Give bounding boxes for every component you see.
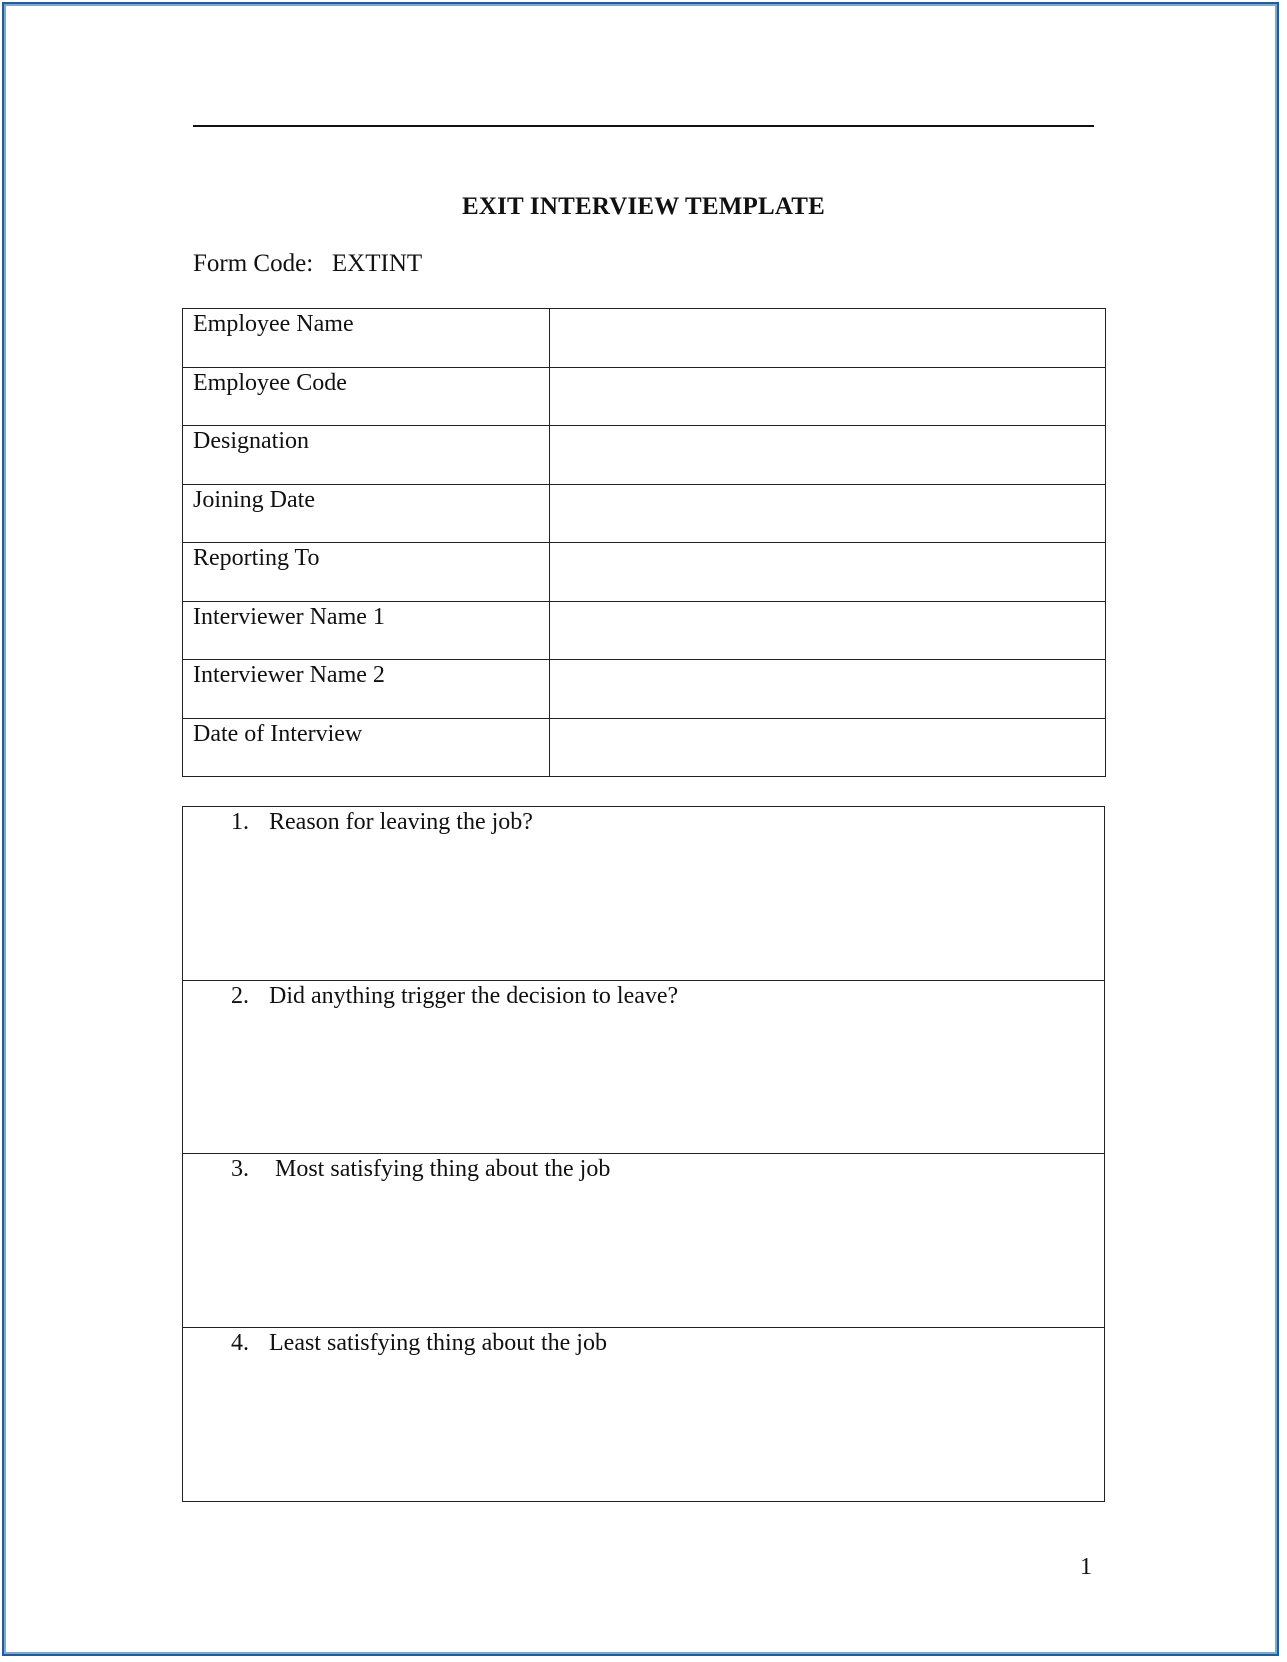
table-row [183, 543, 1106, 602]
table-row [183, 484, 1106, 543]
table-row [183, 660, 1106, 719]
interviewer-name-1-label: Interviewer Name 1 [183, 601, 550, 660]
question-number: 3. [231, 1156, 249, 1182]
header-rule [193, 125, 1094, 127]
joining-date-field[interactable] [550, 484, 1106, 543]
reporting-to-label: Reporting To [183, 543, 550, 602]
document-title: EXIT INTERVIEW TEMPLATE [461, 193, 826, 220]
interviewer-name-2-label: Interviewer Name 2 [183, 660, 550, 719]
designation-field[interactable] [550, 426, 1106, 485]
table-row [183, 309, 1106, 368]
table-row [183, 718, 1106, 777]
employee-name-field[interactable] [550, 309, 1106, 368]
question-text: Did anything trigger the decision to leave? [269, 982, 679, 1009]
form-code [193, 250, 422, 278]
question-number: 4. [231, 1329, 249, 1356]
question-2-answer-area[interactable] [183, 981, 1104, 1155]
question-number: 2. [231, 982, 249, 1009]
employee-info-table [182, 308, 1106, 777]
designation-label: Designation [183, 426, 550, 485]
form-code-label: Form Code: [193, 250, 314, 277]
date-of-interview-field[interactable] [550, 718, 1106, 777]
employee-code-label: Employee Code [183, 367, 550, 426]
table-row [183, 367, 1106, 426]
question-text: Reason for leaving the job? [269, 809, 533, 835]
interviewer-name-1-field[interactable] [550, 601, 1106, 660]
employee-name-label: Employee Name [183, 309, 550, 368]
question-text: Least satisfying thing about the job [269, 1329, 607, 1356]
question-3-answer-area[interactable] [183, 1154, 1104, 1328]
form-code-value: EXTINT [331, 250, 423, 277]
page-number: 1 [1080, 1554, 1092, 1580]
interviewer-name-2-field[interactable] [550, 660, 1106, 719]
date-of-interview-label: Date of Interview [183, 718, 550, 777]
questions-table [182, 806, 1105, 1502]
employee-code-field[interactable] [550, 367, 1106, 426]
question-text: Most satisfying thing about the job [269, 1156, 611, 1182]
joining-date-label: Joining Date [183, 484, 550, 543]
question-4-answer-area[interactable] [183, 1328, 1104, 1502]
table-row [183, 426, 1106, 485]
question-number: 1. [231, 809, 249, 835]
reporting-to-field[interactable] [550, 543, 1106, 602]
table-row [183, 601, 1106, 660]
question-1-answer-area[interactable] [183, 807, 1104, 981]
